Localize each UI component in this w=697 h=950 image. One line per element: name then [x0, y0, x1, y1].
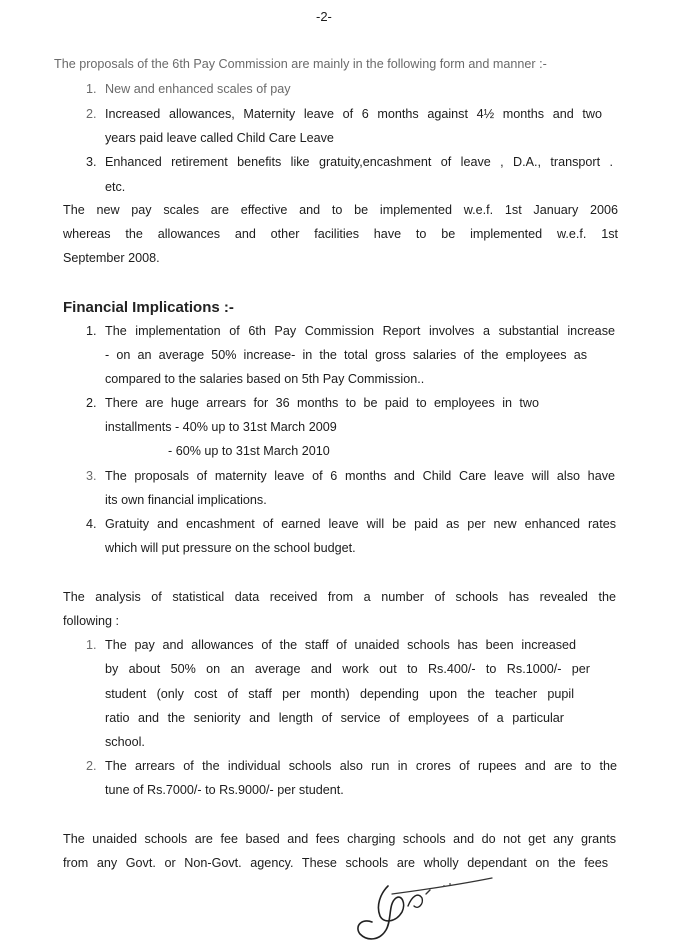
intro-item-line: years paid leave called Child Care Leave — [105, 131, 334, 145]
analysis-item-line: by about 50% on an average and work out to Rs.400/- to Rs.1000/- per — [105, 662, 590, 676]
analysis-item-line: school. — [105, 735, 145, 749]
section-heading: Financial Implications :- — [63, 299, 234, 316]
intro-item-line: New and enhanced scales of pay — [105, 82, 291, 96]
analysis-lead-line: The analysis of statistical data received from a number of schools has revealed the — [63, 590, 616, 604]
analysis-item-line: The pay and allowances of the staff of unaided schools has been increased — [105, 638, 576, 652]
financial-item-line: - 60% up to 31st March 2010 — [168, 444, 330, 458]
intro-item-line: etc. — [105, 180, 126, 194]
financial-item-line: The proposals of maternity leave of 6 months and Child Care leave will also have — [105, 469, 615, 483]
analysis-item-line: student (only cost of staff per month) depending upon the teacher pupil — [105, 687, 574, 701]
page-number: -2- — [316, 9, 332, 24]
financial-item-line: its own financial implications. — [105, 493, 267, 507]
financial-item-line: Gratuity and encashment of earned leave will be paid as per new enhanced rates — [105, 517, 616, 531]
financial-item-line: installments - 40% up to 31st March 2009 — [105, 420, 337, 434]
analysis-item-line: tune of Rs.7000/- to Rs.9000/- per student. — [105, 783, 344, 797]
intro-paragraph-line: September 2008. — [63, 251, 160, 265]
financial-item-number: 2. — [86, 396, 97, 410]
analysis-item-number: 1. — [86, 638, 97, 652]
financial-item-number: 4. — [86, 517, 97, 531]
intro-item-number: 1. — [86, 82, 97, 96]
intro-paragraph-line: The new pay scales are effective and to be implemented w.e.f. 1st January 2006 — [63, 203, 618, 217]
financial-item-line: which will put pressure on the school budget. — [105, 541, 356, 555]
financial-item-line: - on an average 50% increase- in the total gross salaries of the employees as — [105, 348, 587, 362]
intro-lead: The proposals of the 6th Pay Commission are mainly in the following form and manner :- — [54, 57, 547, 71]
analysis-lead-line: following : — [63, 614, 120, 628]
closing-paragraph-line: from any Govt. or Non-Govt. agency. These schools are wholly dependant on the fees — [63, 856, 608, 870]
analysis-item-line: The arrears of the individual schools also run in crores of rupees and are to the — [105, 759, 617, 773]
financial-item-line: The implementation of 6th Pay Commission Report involves a substantial increase — [105, 324, 615, 338]
intro-item-number: 2. — [86, 107, 97, 121]
financial-item-number: 3. — [86, 469, 97, 483]
intro-item-line: Increased allowances, Maternity leave of 6 months against 4½ months and two — [105, 107, 602, 121]
analysis-item-number: 2. — [86, 759, 97, 773]
analysis-item-line: ratio and the seniority and length of service of employees of a particular — [105, 711, 564, 725]
closing-paragraph-line: The unaided schools are fee based and fees charging schools and do not get any grants — [63, 832, 616, 846]
handwritten-signature — [352, 864, 502, 950]
financial-item-line: There are huge arrears for 36 months to be paid to employees in two — [105, 396, 539, 410]
intro-item-line: Enhanced retirement benefits like gratuity,encashment of leave , D.A., transport . — [105, 155, 613, 169]
intro-paragraph-line: whereas the allowances and other facilities have to be implemented w.e.f. 1st — [63, 227, 618, 241]
financial-item-line: compared to the salaries based on 5th Pay Commission.. — [105, 372, 425, 386]
intro-item-number: 3. — [86, 155, 97, 169]
financial-item-number: 1. — [86, 324, 97, 338]
